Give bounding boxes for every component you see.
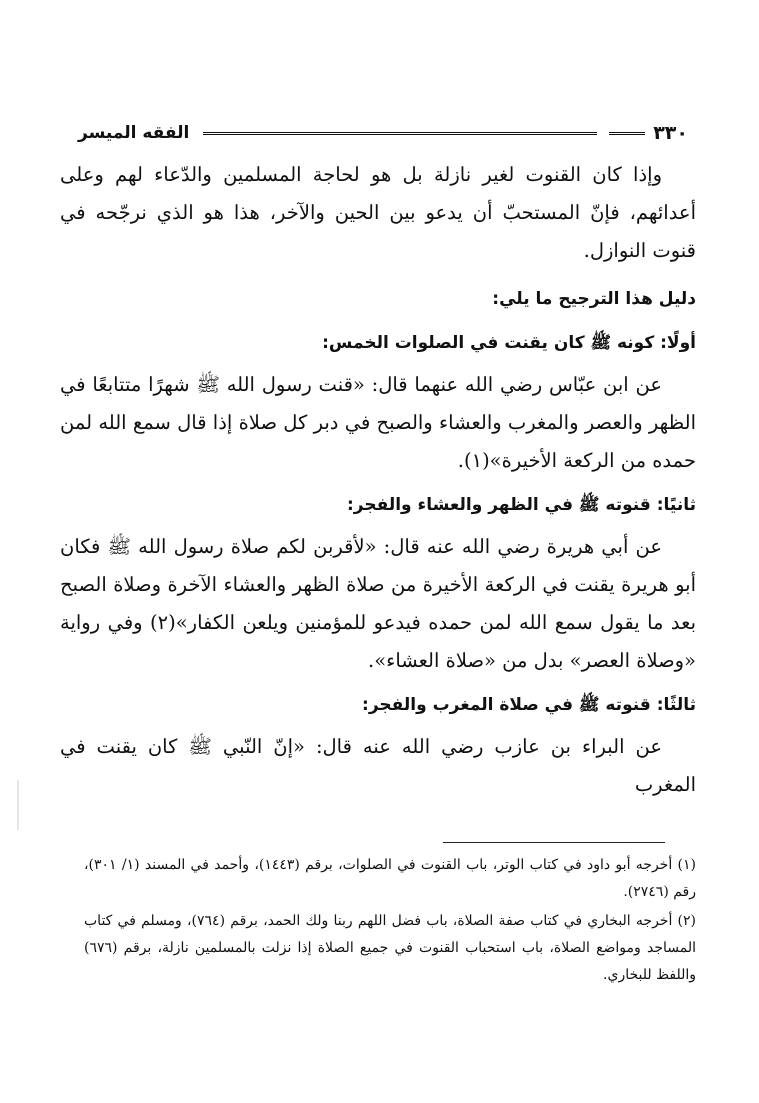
footnote-separator — [443, 842, 665, 843]
paragraph-second: عن أبي هريرة رضي الله عنه قال: «لأقربن لكم صلاة رسول الله ﷺ فكان أبو هريرة يقنت في الركعة الأخيرة من صلاة الظهر والعشاء الآخرة وصلاة الصبح بعد ما يقول سمع الله لمن حمده فيدعو للمؤمنين ويلعن الكفار»(٢) وفي رواية «وصلاة العصر» بدل من «صلاة العشاء». — [60, 535, 696, 672]
footnote-1: (١) أخرجه أبو داود في كتاب الوتر، باب القنوت في الصلوات، برقم (١٤٤٣)، وأحمد في المسند (١/ ٣٠١)، رقم (٢٧٤٦). — [84, 857, 696, 900]
evidence-heading: دليل هذا الترجيح ما يلي: — [492, 289, 696, 309]
section-heading-third: ثالثًا: قنوته ﷺ في صلاة المغرب والفجر: — [362, 695, 696, 715]
page-number: ٣٣٠ — [653, 122, 688, 144]
section-heading-first: أولًا: كونه ﷺ كان يقنت في الصلوات الخمس: — [322, 333, 696, 353]
intro-paragraph: وإذا كان القنوت لغير نازلة بل هو لحاجة المسلمين والدّعاء لهم وعلى أعدائهم، فإنّ المستحبّ أن يدعو بين الحين والآخر، هذا هو الذي نرجّحه في قنوت النوازل. — [60, 163, 696, 262]
margin-scan-mark — [17, 780, 19, 830]
header-rule-short — [609, 132, 645, 135]
section-heading-second: ثانيًا: قنوته ﷺ في الظهر والعشاء والفجر: — [346, 495, 696, 515]
footnote-2: (٢) أخرجه البخاري في كتاب صفة الصلاة، باب فضل اللهم ربنا ولك الحمد، برقم (٧٦٤)، ومسلم في كتاب المساجد ومواضع الصلاة، باب استحباب القنوت في جميع الصلاة إذا نزلت بالمسلمين نازلة، برقم (٦٧٦) واللفظ للبخاري. — [84, 913, 697, 983]
header-rule — [203, 132, 597, 135]
paragraph-third: عن البراء بن عازب رضي الله عنه قال: «إنّ النّبي ﷺ كان يقنت في المغرب — [60, 735, 696, 796]
page-header — [78, 118, 688, 148]
main-text — [60, 156, 696, 804]
book-title: الفقه الميسر — [78, 123, 190, 143]
paragraph-first: عن ابن عبّاس رضي الله عنهما قال: «قنت رسول الله ﷺ شهرًا متتابعًا في الظهر والعصر والمغرب والعشاء والصبح في دبر كل صلاة إذا قال سمع الله لمن حمده من الركعة الأخيرة»(١). — [60, 373, 696, 472]
footnotes — [84, 852, 696, 991]
